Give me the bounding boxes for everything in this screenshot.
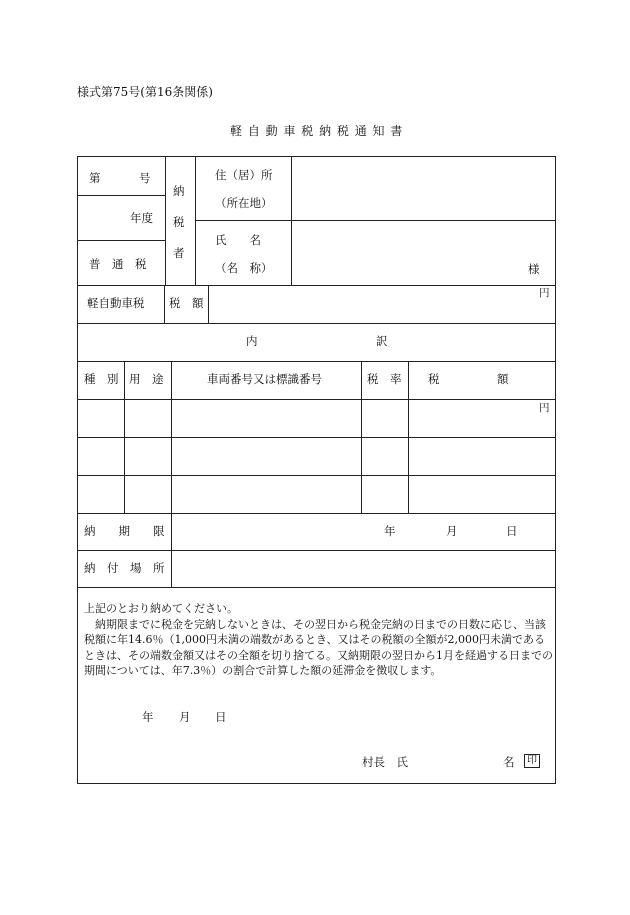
issue-date-year: 年 <box>142 710 154 724</box>
column-header-use: 用 途 <box>129 372 164 386</box>
tax-notice-form <box>77 156 556 784</box>
divider <box>78 361 556 362</box>
notice-body: 納期限までに税金を完納しないときは、その翌日から税金完納の日までの日数に応じ、当該税額に年14.6％（1,000円未満の端数があるとき、又はその税額の全額が2,000円未満であるときは、その端数金額又はその全額を切り捨てる。又納期限の翌日から1月を経過する日までの期間については、年7.3％）の割合で計算した額の延滞金を徴収します。 <box>84 617 553 677</box>
divider <box>171 361 172 587</box>
deadline-day: 日 <box>506 524 518 538</box>
form-number: 様式第75号(第16条関係) <box>77 85 213 99</box>
divider <box>361 361 362 513</box>
name-sublabel: （名 称） <box>215 261 273 275</box>
honorific: 様 <box>528 262 540 276</box>
divider <box>78 285 556 286</box>
divider <box>208 285 209 323</box>
deadline-month: 月 <box>446 524 458 538</box>
name-label: 氏 名 <box>215 233 261 247</box>
divider <box>78 550 556 551</box>
notice-first-line: 上記のとおり納めてください。 <box>84 602 238 615</box>
kei-tax-label: 軽自動車税 <box>87 296 145 310</box>
breakdown-title-right: 訳 <box>376 334 388 348</box>
taxpayer-char-2: 税 <box>173 215 185 229</box>
divider <box>78 437 556 438</box>
divider <box>124 361 125 513</box>
divider <box>78 240 165 241</box>
issuer-name-label: 名 <box>503 755 515 769</box>
divider <box>78 513 556 514</box>
fiscal-year-label: 年度 <box>130 211 153 225</box>
address-sublabel: （所在地） <box>215 196 273 210</box>
yen-unit: 円 <box>539 402 550 414</box>
tax-amount-label: 税 額 <box>169 296 204 310</box>
divider <box>78 195 165 196</box>
divider <box>78 475 556 476</box>
column-header-type: 種 別 <box>84 372 119 386</box>
column-header-tax-amount: 税 額 <box>428 372 509 386</box>
divider <box>164 285 165 323</box>
breakdown-title-left: 内 <box>246 334 258 348</box>
divider <box>78 323 556 324</box>
taxpayer-char-3: 者 <box>173 246 185 260</box>
divider <box>291 157 292 285</box>
divider <box>78 587 556 588</box>
issue-date-day: 日 <box>215 710 227 724</box>
payment-place-label: 納 付 場 所 <box>84 561 165 575</box>
number-suffix: 号 <box>139 171 151 185</box>
deadline-year: 年 <box>384 524 396 538</box>
divider <box>78 399 556 400</box>
column-header-vehicle-number: 車両番号又は標識番号 <box>207 372 322 386</box>
divider <box>408 361 409 513</box>
notice-text <box>84 601 554 679</box>
seal-icon: 印 <box>524 754 540 768</box>
issuer-title: 村長 氏 <box>362 755 408 769</box>
seal-mark <box>524 754 540 768</box>
divider <box>195 220 556 221</box>
divider <box>195 157 196 285</box>
yen-unit: 円 <box>539 287 550 299</box>
address-label: 住（居）所 <box>215 168 273 182</box>
document-title: 軽 自 動 車 税 納 税 通 知 書 <box>230 124 404 138</box>
number-prefix: 第 <box>89 171 101 185</box>
divider <box>165 157 166 285</box>
column-header-tax-rate: 税 率 <box>367 372 402 386</box>
taxpayer-char-1: 納 <box>173 184 185 198</box>
issue-date-month: 月 <box>179 710 191 724</box>
deadline-label: 納 期 限 <box>84 524 165 538</box>
ordinary-tax-label: 普 通 税 <box>89 257 147 271</box>
